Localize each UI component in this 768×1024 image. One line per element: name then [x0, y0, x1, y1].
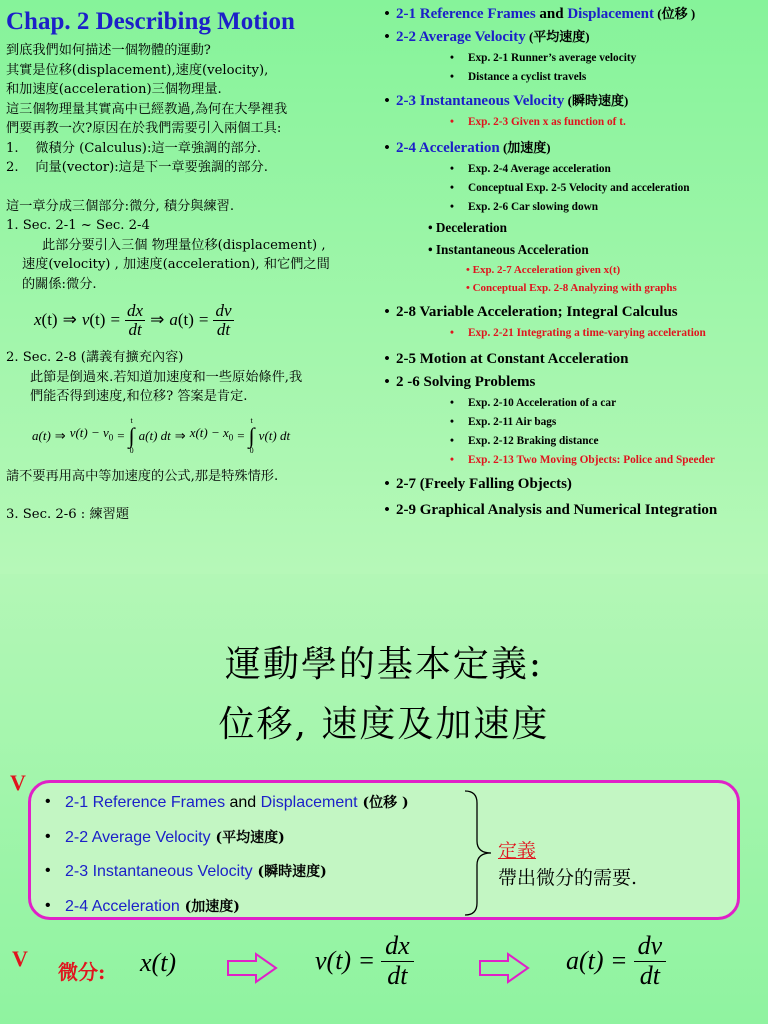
toc-sub-item: • Conceptual Exp. 2-8 Analyzing with graphs: [466, 282, 677, 294]
toc-sub-item: • Exp. 2-6 Car slowing down: [450, 201, 599, 213]
toc-sub-item: • Exp. 2-4 Average acceleration: [450, 163, 611, 175]
bullet: •: [384, 6, 390, 22]
v-mark: V: [10, 770, 26, 795]
toc-sub-item: • Exp. 2-1 Runner’s average velocity: [450, 52, 637, 64]
toc-sub-item: • Conceptual Exp. 2-5 Velocity and acceleration: [450, 182, 690, 194]
eq2-equals: =: [237, 427, 245, 443]
slide-2: [0, 574, 768, 1024]
bullet: •: [45, 827, 51, 845]
eq2-xdiff: $x(t) - x_0$: [189, 424, 234, 443]
toc-item-2-4: • 2-4 Acceleration (加速度): [378, 138, 768, 158]
integral-sign: t ∫ 0: [248, 415, 255, 455]
eq-frac-dvdt: $\frac{dv}{dt}$: [215, 300, 232, 339]
eq2-arrow: ⇒: [54, 427, 66, 443]
toc-sub-item: • Exp. 2-21 Integrating a time-varying acceleration: [450, 327, 706, 339]
bullet: •: [45, 793, 51, 811]
integral-sign: t ∫ 0: [128, 415, 135, 455]
toc-column: [378, 4, 768, 523]
right-arrow-icon: [478, 952, 530, 984]
toc-item-2-7: • 2-7 (Freely Falling Objects): [378, 474, 768, 494]
velocity-derivative: v(t) = $\frac{dx}{dt}$: [315, 932, 414, 990]
toc-item-2-5: • 2-5 Motion at Constant Acceleration: [378, 349, 768, 369]
bullet: •: [384, 29, 390, 45]
bullet: •: [384, 476, 390, 492]
tool-item-calculus: [6, 139, 384, 159]
toc-item-2-3: • 2-3 Instantaneous Velocity (瞬時速度): [378, 91, 768, 111]
part1-line-1: 此部分要引入三個 物理量位移(displacement) ,: [42, 237, 326, 253]
eq-equals: =: [110, 310, 121, 330]
chapter-title: Chap. 2 Describing Motion: [6, 8, 295, 35]
brace-icon: [463, 789, 497, 917]
eq-v: v(t): [81, 310, 106, 330]
differentiation-row: [0, 932, 768, 1012]
part2-line-1: 此節是倒過來.若知道加速度和一些原始條件,我: [30, 369, 303, 385]
intro-line-2: 其實是位移(displacement),速度(velocity),: [6, 62, 269, 78]
box-item-2-4: • 2-4 Acceleration (加速度): [45, 896, 240, 915]
split-line: 這一章分成三個部分:微分, 積分與練習.: [6, 198, 235, 214]
toc-item-2-2: • 2-2 Average Velocity (平均速度): [378, 27, 768, 47]
eq2-a: a(t): [32, 427, 51, 443]
part3-line: 3. Sec. 2-6 : 練習題: [6, 507, 130, 522]
frac-dv-dt: $\frac{dv}{dt}$: [634, 932, 667, 990]
toc-sub-item: • Exp. 2-11 Air bags: [450, 416, 557, 428]
toc-sub-item: • Exp. 2-13 Two Moving Objects: Police and Speeder: [450, 454, 715, 466]
intro-line-4: 這三個物理量其實高中已經教過,為何在大學裡我: [6, 101, 288, 117]
tool-item-vector: [6, 158, 384, 178]
box-item-2-1: • 2-1 Reference Frames and Displacement (位移 ): [45, 793, 409, 812]
box-item-2-3: • 2-3 Instantaneous Velocity (瞬時速度): [45, 862, 327, 881]
v-mark: V: [12, 946, 28, 971]
differentiation-label: 微分:: [58, 960, 106, 984]
eq-frac-dxdt: $\frac{dx}{dt}$: [127, 300, 144, 339]
intro-line-5: 們要再教一次?原因在於我們需要引入兩個工具:: [6, 121, 282, 136]
acceleration-derivative: a(t) = $\frac{dv}{dt}$: [566, 932, 666, 990]
toc-instantaneous-acceleration: • Instantaneous Acceleration: [428, 242, 589, 257]
x-of-t: x(t): [140, 948, 177, 977]
toc-item-2-6: • 2 -6 Solving Problems: [378, 372, 768, 392]
eq2-arrow: ⇒: [174, 427, 186, 443]
eq2-vdiff: $v(t) - v_0$: [69, 424, 114, 443]
left-column: [6, 6, 384, 525]
eq-equals: =: [198, 310, 209, 330]
bullet: •: [384, 351, 390, 367]
part1-heading: 1. Sec. 2-1 ~ Sec. 2-4: [6, 218, 150, 233]
tool-text: 微積分 (Calculus):這一章強調的部分.: [35, 140, 262, 156]
bullet: •: [384, 304, 390, 320]
eq2-integrand-v: v(t) dt: [258, 427, 291, 443]
part1-line-2: 速度(velocity) , 加速度(acceleration), 和它們之間: [22, 257, 330, 272]
part2-heading: 2. Sec. 2-8 (講義有擴充內容): [6, 350, 184, 365]
slide-2-title-line-1: 運動學的基本定義:: [224, 644, 544, 685]
box-item-2-2: • 2-2 Average Velocity (平均速度): [45, 827, 285, 846]
bullet: •: [384, 140, 390, 156]
tool-num: 1.: [6, 140, 19, 156]
slide-2-title-line-2: 位移, 速度及加速度: [218, 704, 550, 745]
toc-sub-item: • Exp. 2-7 Acceleration given x(t): [466, 264, 621, 276]
toc-sub-item: • Exp. 2-10 Acceleration of a car: [450, 397, 617, 409]
definition-text: 帶出微分的需要.: [498, 867, 638, 889]
tool-num: 2.: [6, 160, 19, 175]
bullet: •: [384, 374, 390, 390]
integral-equation: [32, 413, 384, 459]
definitions-list: [45, 785, 409, 923]
frac-dx-dt: $\frac{dx}{dt}$: [381, 932, 414, 990]
eq-arrow: ⇒: [62, 310, 77, 330]
bullet: •: [384, 93, 390, 109]
right-arrow-icon: [226, 952, 278, 984]
eq-x: x(t): [34, 310, 58, 330]
eq2-equals: =: [117, 427, 125, 443]
definition-note: [498, 838, 637, 892]
definition-title: 定義: [498, 840, 537, 862]
eq-arrow: ⇒: [150, 310, 165, 330]
toc-item-2-1: • 2-1 Reference Frames and Displacement (位移 ): [378, 4, 768, 24]
bullet: •: [45, 896, 51, 914]
toc-sub-item: • Exp. 2-12 Braking distance: [450, 435, 599, 447]
toc-item-2-8: • 2-8 Variable Acceleration; Integral Calculus: [378, 302, 768, 322]
tool-text: 向量(vector):這是下一章要強調的部分.: [35, 160, 268, 175]
toc-sub-item: • Distance a cyclist travels: [450, 71, 587, 83]
intro-line-1: 到底我們如何描述一個物體的運動?: [6, 43, 211, 58]
note-line: 請不要再用高中等加速度的公式,那是特殊情形.: [6, 468, 279, 484]
part1-line-3: 的關係:微分.: [22, 276, 97, 292]
toc-sub-item: • Exp. 2-3 Given x as function of t.: [450, 116, 626, 128]
toc-item-2-9: • 2-9 Graphical Analysis and Numerical Integration: [378, 500, 768, 520]
part2-line-2: 們能否得到速度,和位移? 答案是肯定.: [30, 389, 248, 404]
toc-deceleration: • Deceleration: [428, 220, 507, 235]
bullet: •: [384, 502, 390, 518]
intro-line-3: 和加速度(acceleration)三個物理量.: [6, 82, 222, 97]
bullet: •: [45, 862, 51, 880]
definitions-box: [28, 780, 740, 920]
eq2-integrand-a: a(t) dt: [138, 427, 171, 443]
eq-a: a(t): [169, 310, 194, 330]
derivative-equation: [34, 296, 384, 344]
